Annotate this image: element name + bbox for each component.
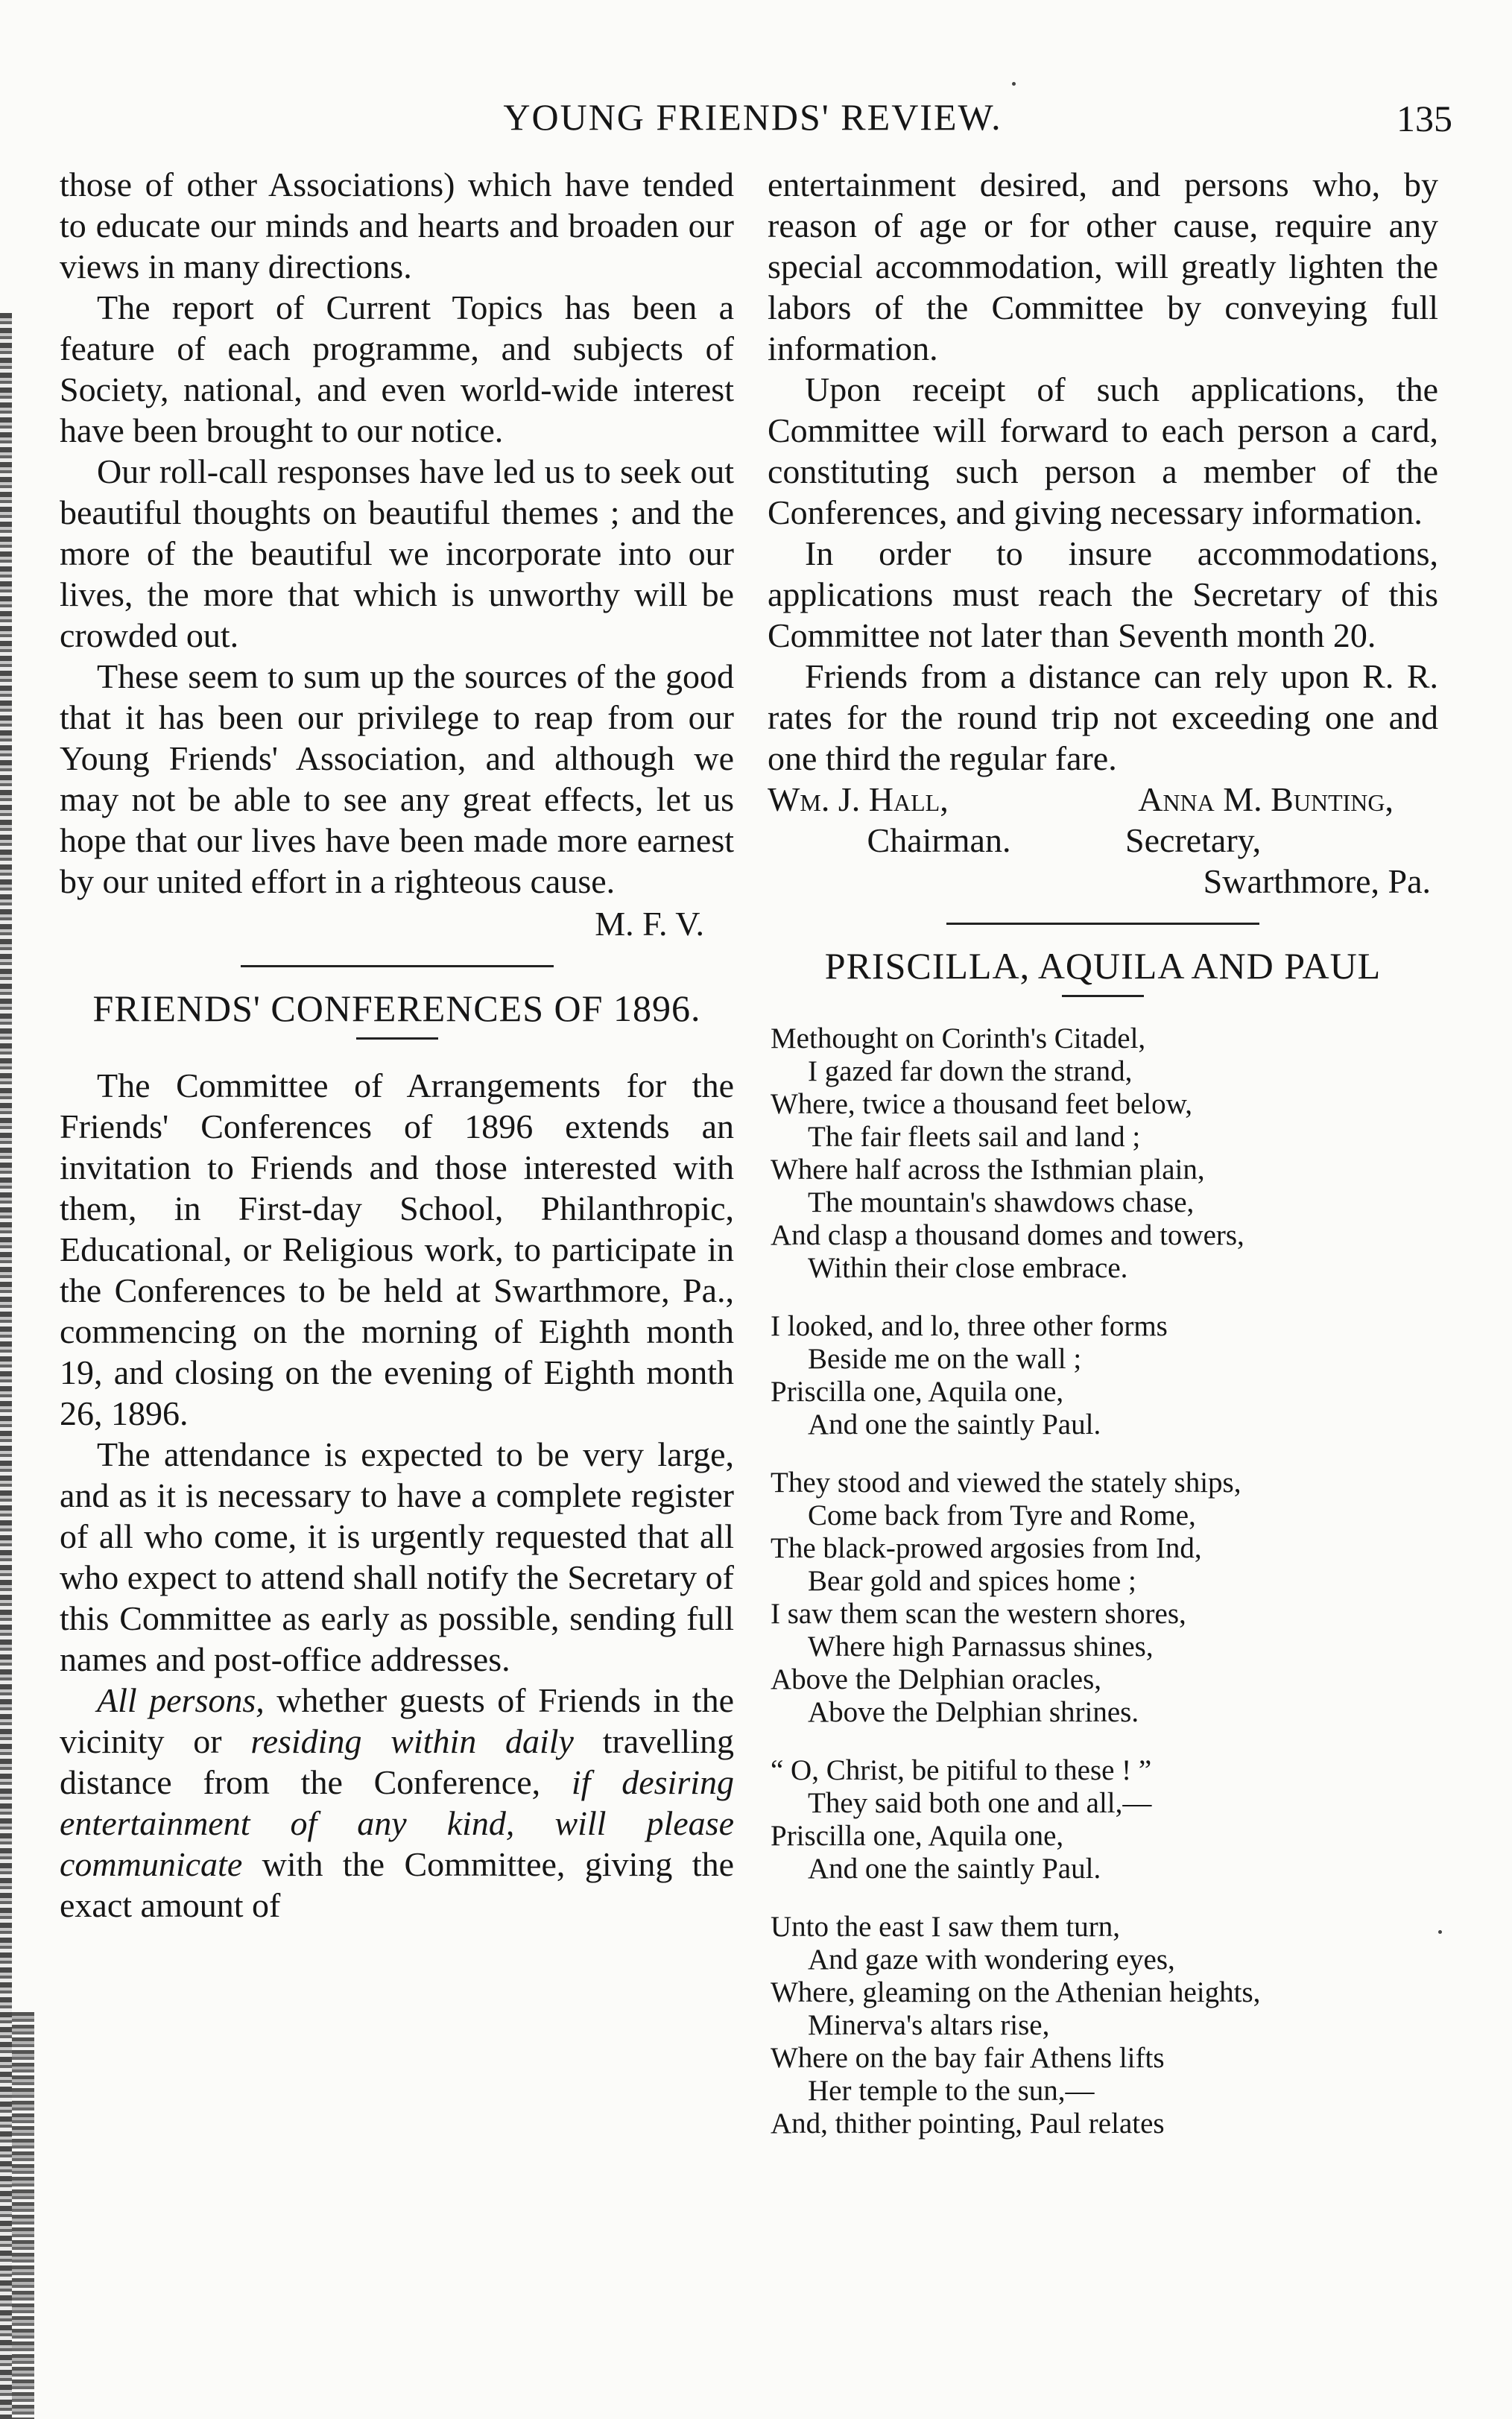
chairman-title: Chairman. [867,821,1011,859]
poem-line: And one the saintly Paul. [808,1853,1101,1885]
poem-line: I saw them scan the western shores, [771,1598,1186,1630]
poem-line: They said both one and all,— [808,1787,1152,1819]
section-title: FRIENDS' CONFERENCES OF 1896. [92,987,701,1029]
chairman-name: Wm. J. Hall, [768,780,949,818]
binding-shadow [0,313,12,2419]
print-speck [1438,1930,1442,1934]
text-run: with the Committee, giving the exact amount of [60,1845,734,1924]
poem-line: Minerva's altars rise, [808,2009,1050,2041]
poem-line: The black-prowed argosies from Ind, [771,1532,1202,1564]
paragraph: Our roll-call responses have led us to seek out beautiful thoughts on beautiful themes ; and the more of the beautiful we incorporate into our lives, the more that which is unworthy will be crowded out. [60,452,734,654]
paragraph: The attendance is expected to be very large, and as it is necessary to have a complete register of all who come, it is urgently requested that all who expect to attend shall notify the Secretary of this Committee as early as possible, sending full names and post-office addresses. [60,1435,734,1678]
signatory-titles [768,820,1438,861]
signatory-place: Swarthmore, Pa. [1203,862,1431,900]
italic-run: All persons, [97,1681,265,1719]
poem-line: Above the Delphian oracles, [771,1663,1102,1695]
paragraph: The report of Current Topics has been a feature of each programme, and subjects of Society, national, and even world-wide interest have been brought to our notice. [60,288,734,449]
poem-title: PRISCILLA, AQUILA AND PAUL [824,945,1382,987]
paragraph: entertainment desired, and persons who, by reason of age or for other cause, require any special accommodation, will greatly lighten the labors of the Committee by conveying full information. [768,165,1438,367]
paragraph: those of other Associations) which have tended to educate our minds and hearts and broaden our views in many directions. [60,165,734,285]
italic-run: if desiring entertainment of any kind, will please communicate [60,1763,734,1883]
poem-line: Where high Parnassus shines, [808,1631,1154,1663]
binding-shadow-lower [12,2012,34,2419]
right-column [768,164,1438,2166]
paragraph: Friends from a distance can rely upon R. R. rates for the round trip not exceeding one and one third the regular fare. [768,657,1438,777]
section-divider [241,965,554,967]
poem-stanza [771,1754,1438,1885]
poem-line: And clasp a thousand domes and towers, [771,1219,1244,1251]
poem-stanza [771,1310,1438,1441]
poem-line: I gazed far down the strand, [808,1055,1133,1087]
poem-line: Where half across the Isthmian plain, [771,1154,1205,1186]
poem-line: Within their close embrace. [808,1252,1128,1284]
poem-line: Where, gleaming on the Athenian heights, [771,1976,1261,2008]
poem-line: And one the saintly Paul. [808,1408,1101,1441]
poem-line: And gaze with wondering eyes, [808,1944,1175,1976]
poem [768,1022,1438,2140]
text-run: travelling distance from the Conference, [60,1722,734,1801]
poem-line: Where, twice a thousand feet below, [771,1088,1192,1120]
poem-line: Bear gold and spices home ; [808,1565,1136,1597]
signatories [768,779,1438,820]
paragraph: The Committee of Arrangements for the Friends' Conferences of 1896 extends an invitation to Friends and those interested with them, in First-day School, Philanthropic, Educational, or Religious work, to participate in the Conferences to be held at Swarthmore, Pa., commencing on the morning of Eighth month 19, and closing on the evening of Eighth month 26, 1896. [60,1066,734,1432]
left-column [60,164,734,1926]
poem-line: Priscilla one, Aquila one, [771,1820,1064,1852]
section-divider [946,923,1259,925]
poem-line: The mountain's shawdows chase, [808,1186,1195,1218]
poem-line: I looked, and lo, three other forms [771,1310,1168,1342]
poem-line: Come back from Tyre and Rome, [808,1499,1196,1531]
poem-line: “ O, Christ, be pitiful to these ! ” [771,1754,1152,1786]
title-rule [1062,995,1144,997]
poem-stanza [771,1467,1438,1729]
running-title: YOUNG FRIENDS' REVIEW. [503,96,1002,138]
poem-stanza [771,1022,1438,1285]
page-header [0,95,1512,148]
poem-line: Methought on Corinth's Citadel, [771,1022,1146,1054]
article-signature: M. F. V. [595,905,704,943]
poem-line: They stood and viewed the stately ships, [771,1467,1241,1499]
poem-line: The fair fleets sail and land ; [808,1121,1141,1153]
italic-run: residing within daily [250,1722,574,1760]
paragraph: These seem to sum up the sources of the good that it has been our privilege to reap from our Young Friends' Association, and although we may not be able to see any great effects, let us hope that our lives have been made more earnest by our united effort in a righteous cause. [60,657,734,900]
poem-stanza [771,1911,1438,2140]
poem-line: Above the Delphian shrines. [808,1696,1139,1728]
poem-line: Her temple to the sun,— [808,2075,1095,2107]
secretary-title: Secretary, [1125,821,1262,859]
poem-line: Beside me on the wall ; [808,1343,1082,1375]
print-speck [1012,82,1016,86]
poem-line: Unto the east I saw them turn, [771,1911,1120,1943]
paragraph-italic-mixed [60,1680,734,1926]
text-run: whether guests of Friends in the vicinity or [60,1681,734,1760]
paragraph: In order to insure accommodations, applications must reach the Secretary of this Committee not later than Seventh month 20. [768,534,1438,654]
poem-line: Where on the bay fair Athens lifts [771,2042,1165,2074]
secretary-name: Anna M. Bunting, [1138,780,1394,818]
poem-line: And, thither pointing, Paul relates [771,2107,1165,2140]
title-rule [356,1037,438,1040]
paragraph: Upon receipt of such applications, the Committee will forward to each person a card, constituting such person a member of the Conferences, and giving necessary information. [768,370,1438,531]
poem-line: Priscilla one, Aquila one, [771,1376,1064,1408]
page-number: 135 [1396,98,1452,139]
